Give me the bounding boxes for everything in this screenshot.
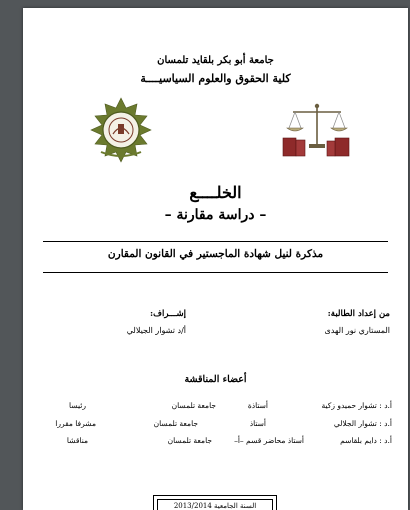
divider-bottom bbox=[43, 272, 388, 273]
memoir-description: مذكرة لنيل شهادة الماجستير في القانون المقارن bbox=[107, 248, 324, 260]
member-institution: جامعة تلمسان bbox=[153, 419, 198, 428]
divider-top bbox=[43, 241, 388, 242]
supervisor-name: أ/د تشوار الجيلالي bbox=[126, 326, 186, 335]
faculty-name: كلية الحقوق والعلوم السياسيــــة bbox=[140, 72, 291, 85]
student-label: من إعداد الطالبة: bbox=[327, 309, 390, 319]
member-institution: جامعة تلمسان bbox=[167, 436, 212, 445]
scales-of-justice-icon bbox=[281, 100, 353, 160]
document-page bbox=[23, 8, 408, 510]
university-emblem-icon bbox=[85, 94, 157, 166]
member-rank: أستاذ bbox=[249, 419, 266, 428]
member-role: مشرفا مقررا bbox=[55, 419, 96, 428]
member-name: أ.د : تشوار حميدو زكية bbox=[321, 401, 392, 410]
student-name: المستاري نور الهدى bbox=[324, 326, 390, 335]
member-rank: أستاذة bbox=[247, 401, 268, 410]
thesis-title: الخلــــع bbox=[189, 183, 242, 202]
member-institution: جامعة تلمسان bbox=[171, 401, 216, 410]
supervisor-label: إشـــراف: bbox=[150, 309, 186, 319]
thesis-subtitle: – دراسة مقارنة – bbox=[164, 207, 267, 223]
member-role: مناقشا bbox=[66, 436, 88, 445]
academic-year: السنة الجامعية 2013/2014 bbox=[173, 502, 257, 510]
member-name: أ.د : دايم بلقاسم bbox=[340, 436, 392, 445]
academic-year-box bbox=[153, 495, 277, 510]
member-name: أ.د : تشوار الجلالي bbox=[333, 419, 392, 428]
member-rank: أستاذ محاضر قسم –أ– bbox=[234, 436, 304, 445]
committee-title: أعضاء المناقشة bbox=[184, 374, 247, 385]
university-name: جامعة أبو بكر بلقايد تلمسان bbox=[157, 55, 274, 66]
academic-year-frame bbox=[157, 499, 273, 510]
member-role: رئيسا bbox=[69, 401, 86, 410]
